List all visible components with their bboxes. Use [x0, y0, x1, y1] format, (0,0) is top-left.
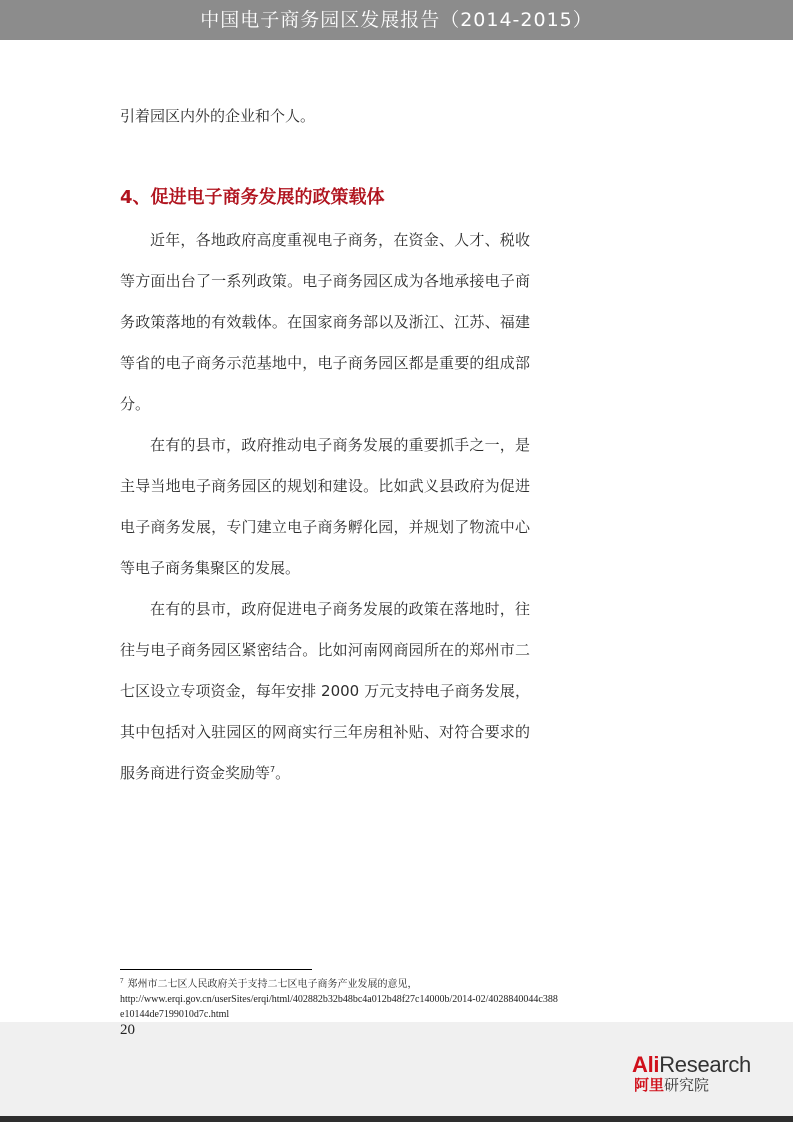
- paragraph-3-text: 在有的县市，政府促进电子商务发展的政策在落地时，往往与电子商务园区紧密结合。比如河南网商园所在的郑州市二七区设立专项资金，每年安排 2000 万元支持电子商务发展，其中包括对入驻园区的网商实行三年房租补贴、对符合要求的服务商进行资金奖励等: [120, 600, 530, 782]
- footnote-text: 郑州市二七区人民政府关于支持二七区电子商务产业发展的意见，: [127, 979, 418, 990]
- logo-cn-ali-text: 阿里: [634, 1076, 665, 1094]
- section-heading: 4、促进电子商务发展的政策载体: [120, 187, 385, 208]
- bottom-bar: [0, 1116, 793, 1122]
- footnote-divider: [120, 969, 312, 970]
- footnote-url[interactable]: http://www.erqi.gov.cn/userSites/erqi/html/402882b32b48bc4a012b48f27c14000b/2014-02/4028840044c388e10144de7199010d7c.html: [120, 994, 558, 1020]
- page-number: 20: [120, 1022, 135, 1038]
- aliresearch-logo: [632, 1054, 777, 1098]
- intro-fragment: 引着园区内外的企业和个人。: [120, 107, 316, 125]
- report-title: 中国电子商务园区发展报告（2014-2015）: [200, 9, 593, 31]
- logo-research-text: Research: [659, 1052, 751, 1077]
- logo-ali-text: Ali: [632, 1052, 660, 1077]
- footnote-number: 7: [120, 976, 124, 985]
- footnote: [120, 977, 560, 1022]
- main-content: [120, 96, 530, 794]
- paragraph-3: [120, 589, 530, 794]
- logo-chinese: [634, 1076, 709, 1094]
- logo-cn-rest-text: 研究院: [664, 1076, 710, 1094]
- footnote-line: [120, 977, 560, 992]
- logo-english: [632, 1054, 751, 1076]
- paragraph-2: 在有的县市，政府推动电子商务发展的重要抓手之一，是主导当地电子商务园区的规划和建设。比如武义县政府为促进电子商务发展，专门建立电子商务孵化园，并规划了物流中心等电子商务集聚区的发展。: [120, 436, 530, 577]
- footnote-reference[interactable]: 7: [270, 765, 276, 774]
- paragraph-3-end: 。: [275, 764, 291, 782]
- paragraph-1: 近年，各地政府高度重视电子商务，在资金、人才、税收等方面出台了一系列政策。电子商务园区成为各地承接电子商务政策落地的有效载体。在国家商务部以及浙江、江苏、福建等省的电子商务示范基地中，电子商务园区都是重要的组成部分。: [120, 231, 530, 413]
